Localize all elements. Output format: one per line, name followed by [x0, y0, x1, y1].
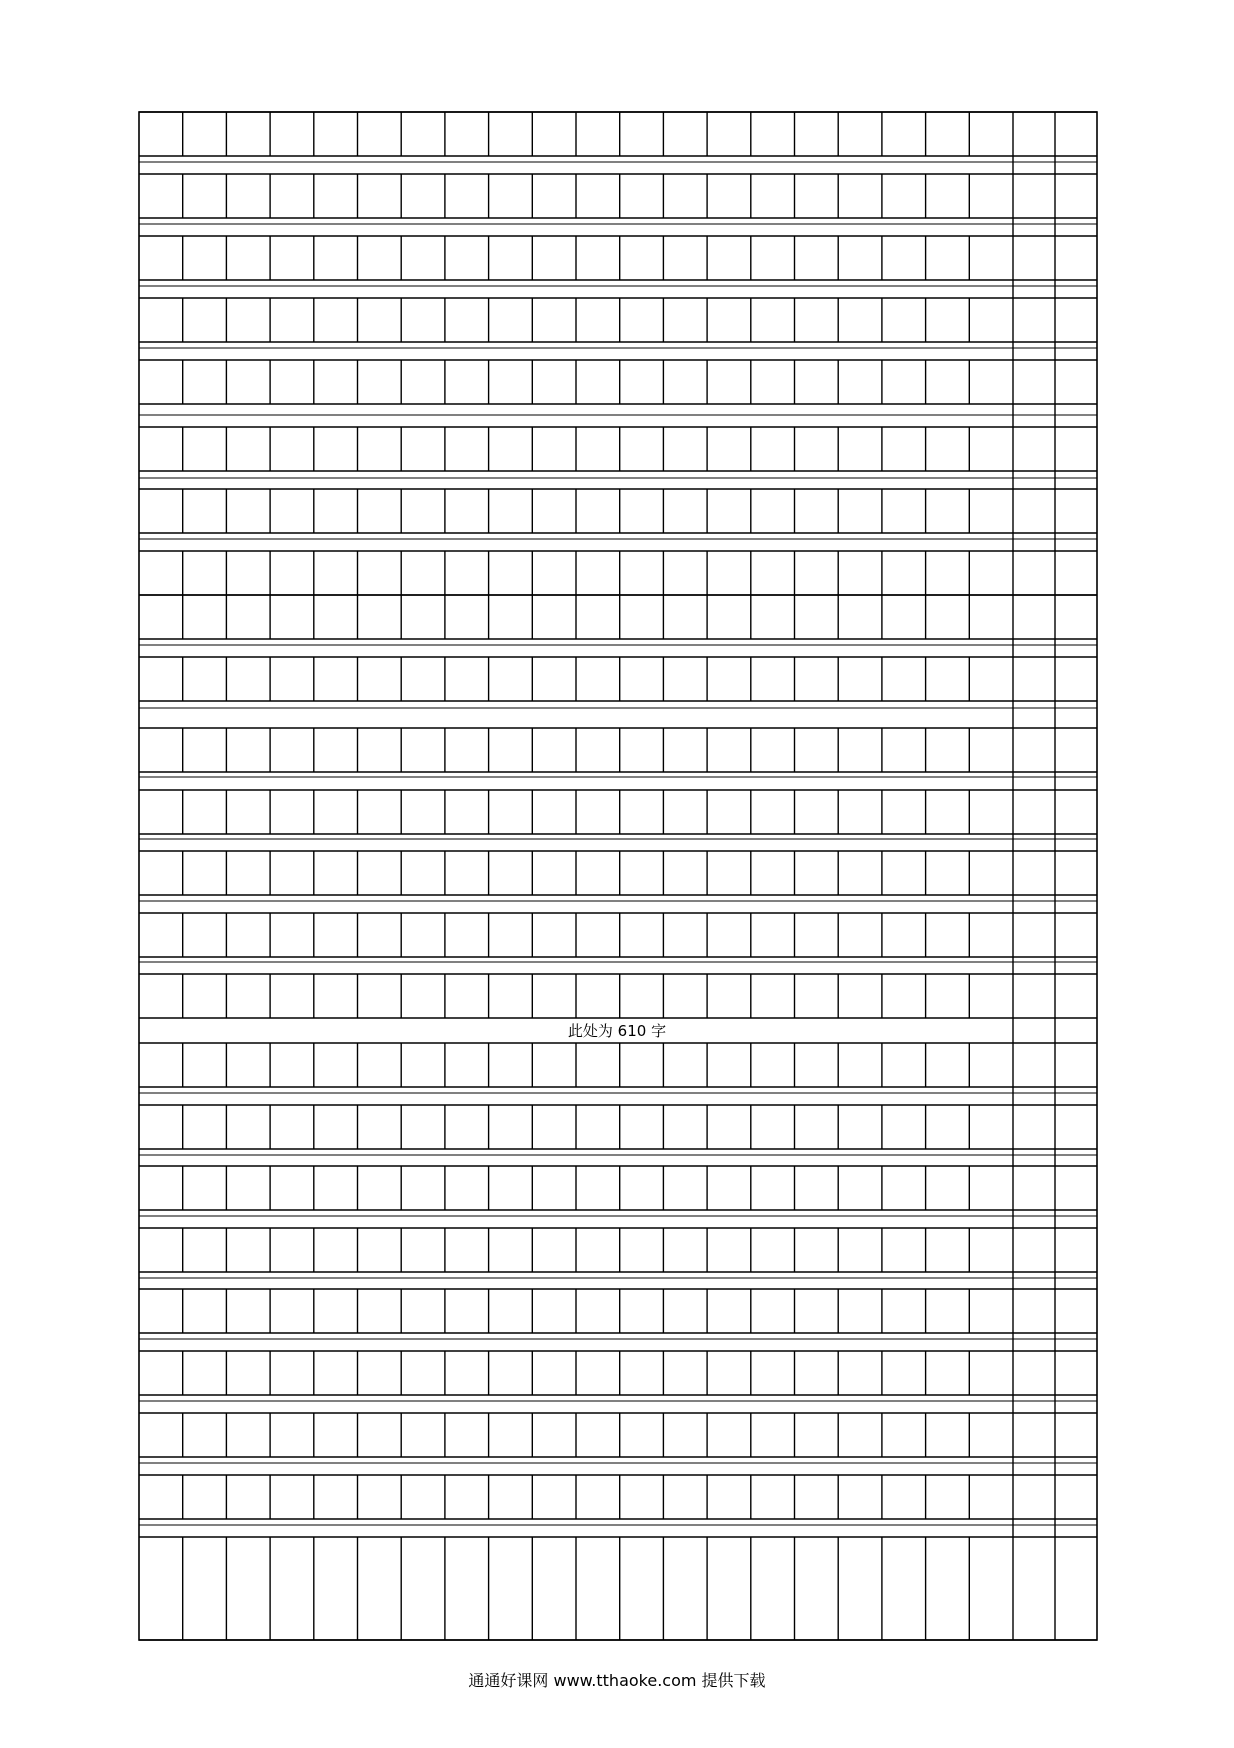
- word-count-note: 此处为 610 字: [567, 1022, 667, 1040]
- footer-text: 通通好课网 www.tthaoke.com 提供下载: [468, 1671, 766, 1690]
- grid-frame: [139, 112, 1097, 1640]
